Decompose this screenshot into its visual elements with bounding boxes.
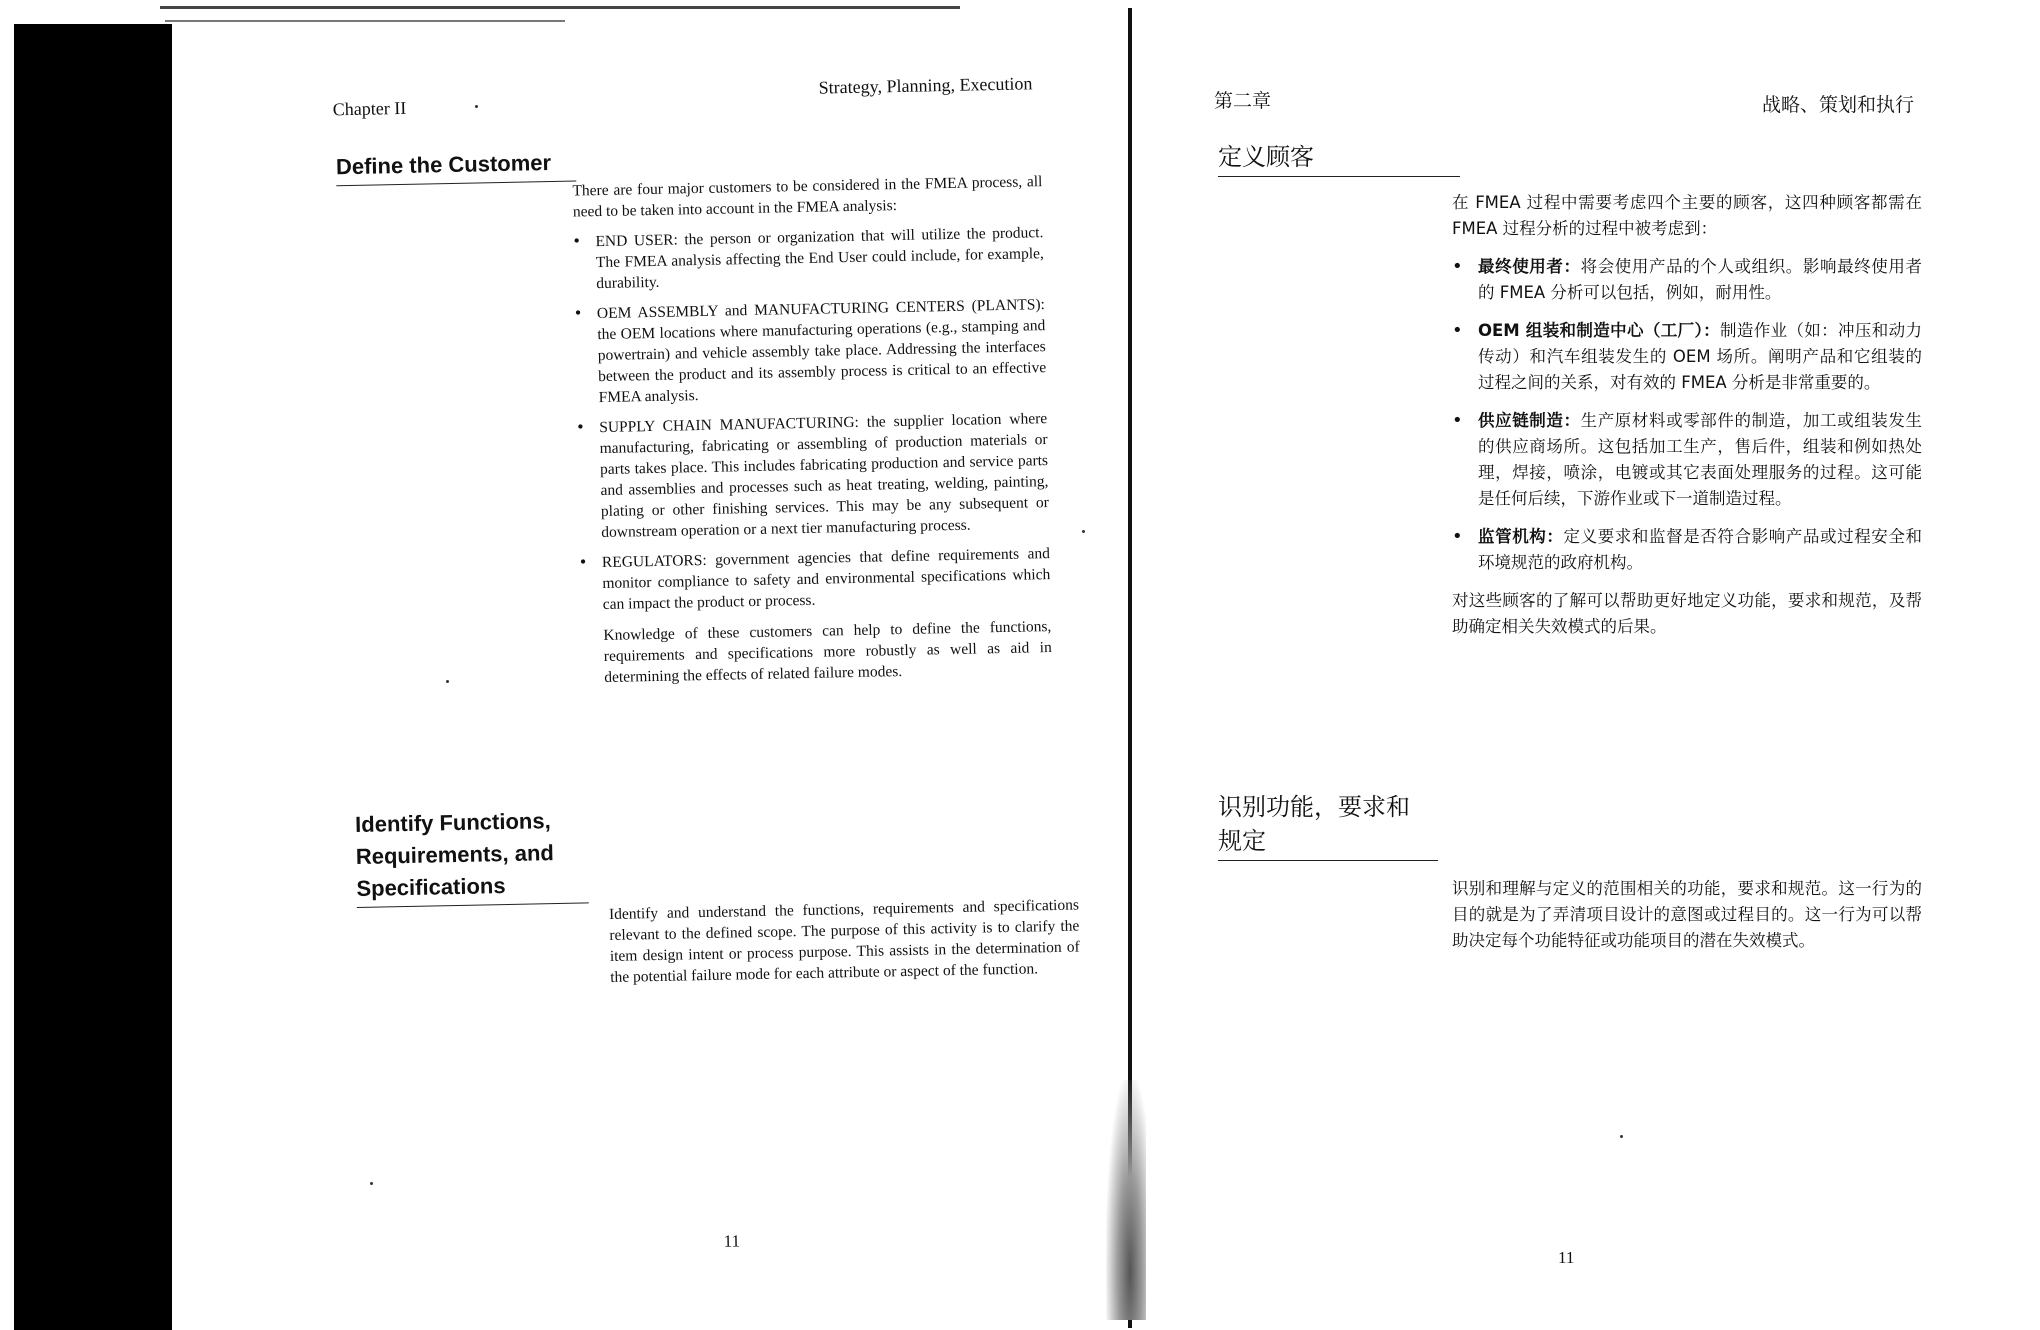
list-term: OEM 组装和制造中心（工厂）： — [1478, 321, 1720, 340]
list-text: 将会使用产品的个人或组织。影响最终使用者的 FMEA 分析可以包括，例如，耐用性。 — [1478, 257, 1923, 302]
fold-shadow — [1106, 1080, 1146, 1320]
section-title-identify-functions — [355, 804, 589, 908]
scan-dark-margin — [14, 24, 172, 1330]
list-term: 供应链制造： — [1478, 411, 1581, 430]
section-title-define-customer: Define the Customer — [336, 146, 577, 186]
list-item — [1452, 524, 1922, 576]
identify-functions-body: 识别和理解与定义的范围相关的功能，要求和规范。这一行为的目的就是为了弄清项目设计的意图或过程目的。这一行为可以帮助决定每个功能特征或功能项目的潜在失效模式。 — [1452, 879, 1922, 950]
scan-top-edge-inner — [165, 20, 565, 22]
right-page — [1190, 60, 1950, 1280]
list-item: • REGULATORS: government agencies that define requirements and monitor compliance to safety and environmental specifications which can impact the product or process. — [580, 543, 1051, 615]
scan-top-edge — [160, 6, 960, 9]
running-title: Strategy, Planning, Execution — [818, 73, 1033, 98]
list-text: 制造作业（如：冲压和动力传动）和汽车组装发生的 OEM 场所。阐明产品和它组装的过程之间的关系，对有效的 FMEA 分析是非常重要的。 — [1478, 321, 1922, 392]
chapter-header: 第二章 — [1214, 90, 1272, 112]
left-page — [300, 54, 1104, 1289]
define-customer-body — [572, 171, 1052, 688]
title-line: Identify Functions, — [354, 808, 551, 838]
list-text: 定义要求和监督是否符合影响产品或过程安全和环境规范的政府机构。 — [1478, 527, 1923, 572]
list-item: • OEM ASSEMBLY and MANUFACTURING CENTERS (PLANTS): the OEM locations where manufacturing operations (e.g., stamping and powertrain) and vehicle assembly take place. Addressing the interfaces between the product and its assembly process is critical to an effective FMEA analysis. — [575, 294, 1047, 408]
section-title-define-customer: 定义顾客 — [1218, 140, 1460, 177]
page-number: 11 — [723, 1231, 741, 1251]
scan-speck — [446, 680, 449, 683]
scan-speck — [1082, 530, 1085, 533]
title-line: 识别功能，要求和 — [1218, 793, 1410, 821]
define-customer-intro: 在 FMEA 过程中需要考虑四个主要的顾客，这四种顾客都需在 FMEA 过程分析的过程中被考虑到： — [1452, 193, 1922, 238]
list-term: 监管机构： — [1478, 527, 1564, 546]
page-number: 11 — [1558, 1248, 1575, 1267]
list-item — [1452, 254, 1922, 306]
list-text: 生产原材料或零部件的制造，加工或组装发生的供应商场所。这包括加工生产，售后件，组装和例如热处理，焊接，喷涂，电镀或其它表面处理服务的过程。这可能是任何后续，下游作业或下一道制造过程。 — [1478, 411, 1923, 508]
scan-speck — [1620, 1135, 1623, 1138]
chapter-header: Chapter II — [332, 97, 407, 120]
scan-speck — [370, 1182, 373, 1185]
identify-functions-body: Identify and understand the functions, requirements and specifications relevant to the defined scope. The purpose of this activity is to clarify the item design intent or process purpose. This assists in the determination of the potential failure mode for each attribute or aspect of the function. — [608, 896, 1080, 986]
list-item: • END USER: the person or organization that will utilize the product. The FMEA analysis affecting the End User could include, for example, durability. — [573, 222, 1044, 294]
define-customer-intro: There are four major customers to be considered in the FMEA process, all need to be taken into account in the FMEA analysis: — [572, 173, 1043, 221]
scan-speck — [475, 105, 478, 108]
define-customer-closing: 对这些顾客的了解可以帮助更好地定义功能，要求和规范，及帮助确定相关失效模式的后果。 — [1452, 591, 1922, 636]
section-title-identify-functions — [1218, 790, 1438, 861]
list-item — [1452, 408, 1922, 512]
list-item — [1452, 318, 1922, 396]
define-customer-closing: Knowledge of these customers can help to define the functions, requirements and specifications more robustly as well as aid in determining the effects of related failure modes. — [603, 618, 1052, 687]
customer-list — [1452, 254, 1922, 576]
customer-list — [573, 222, 1051, 615]
list-term: 最终使用者： — [1478, 257, 1581, 276]
list-item: • SUPPLY CHAIN MANUFACTURING: the supplier location where manufacturing, fabricating or assembling of production materials or parts takes place. This includes fabricating production and service parts and assemblies and processes such as heat treating, welding, painting, plating or other finishing services. This may be any subsequent or downstream operation or a next tier manufacturing process. — [577, 408, 1049, 543]
define-customer-body — [1452, 190, 1922, 640]
title-line: Requirements, and — [355, 840, 555, 870]
title-line: Specifications — [356, 873, 506, 902]
running-title: 战略、策划和执行 — [1761, 94, 1914, 116]
title-line: 规定 — [1218, 827, 1266, 855]
